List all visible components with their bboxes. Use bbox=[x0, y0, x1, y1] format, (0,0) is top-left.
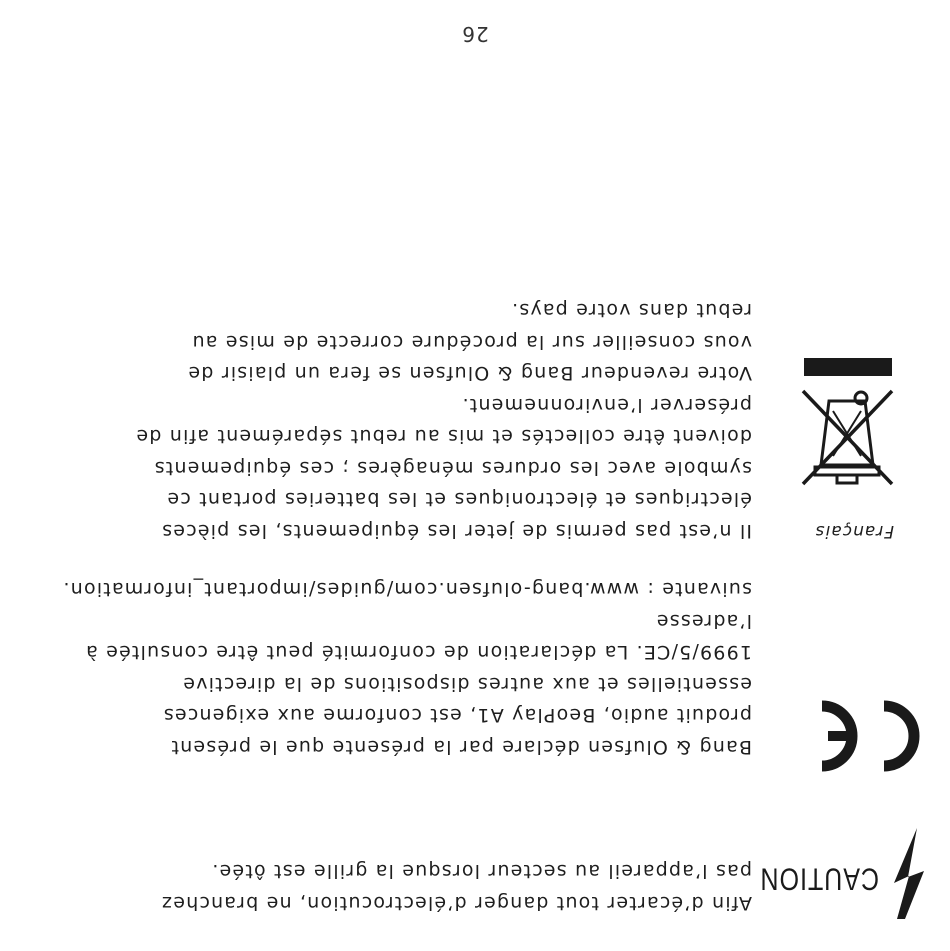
ce-declaration-text: Bang & Olufsen déclare par la présente que le présent produit audio, BeoPlay A1, est conforme aux exigences essentielles et aux autres dispositions de la directive 1999/5/CE. La déclaration de conformité peut être consultée à l’adresse suivante : www.bang-olufsen.com/guides/important_information. bbox=[62, 578, 752, 758]
page-number: 26 bbox=[461, 22, 489, 46]
language-label: Français bbox=[814, 521, 894, 541]
caution-text: Afin d’écarter tout danger d’électrocution, ne branchez pas l’appareil au secteur lorsque la grille est ôtée. bbox=[160, 860, 752, 914]
lightning-bolt-icon bbox=[889, 826, 929, 921]
caution-block bbox=[759, 831, 934, 916]
ce-mark-icon bbox=[817, 696, 932, 776]
caution-label: CAUTION bbox=[759, 861, 879, 896]
crossed-out-wheelie-bin-icon bbox=[800, 351, 895, 511]
disposal-text: Il n’est pas permis de jeter les équipements, les pièces électriques et électroniques et les batteries portant ce symbole avec les ordures ménagères ; ces équipements doivent être collectés et mis au rebut séparément afin de préserver l’environnement. Votre revendeur Bang & Olufsen se fera un plaisir de vous conseiller sur la procédure correcte de mise au rebut dans votre pays. bbox=[135, 299, 752, 542]
